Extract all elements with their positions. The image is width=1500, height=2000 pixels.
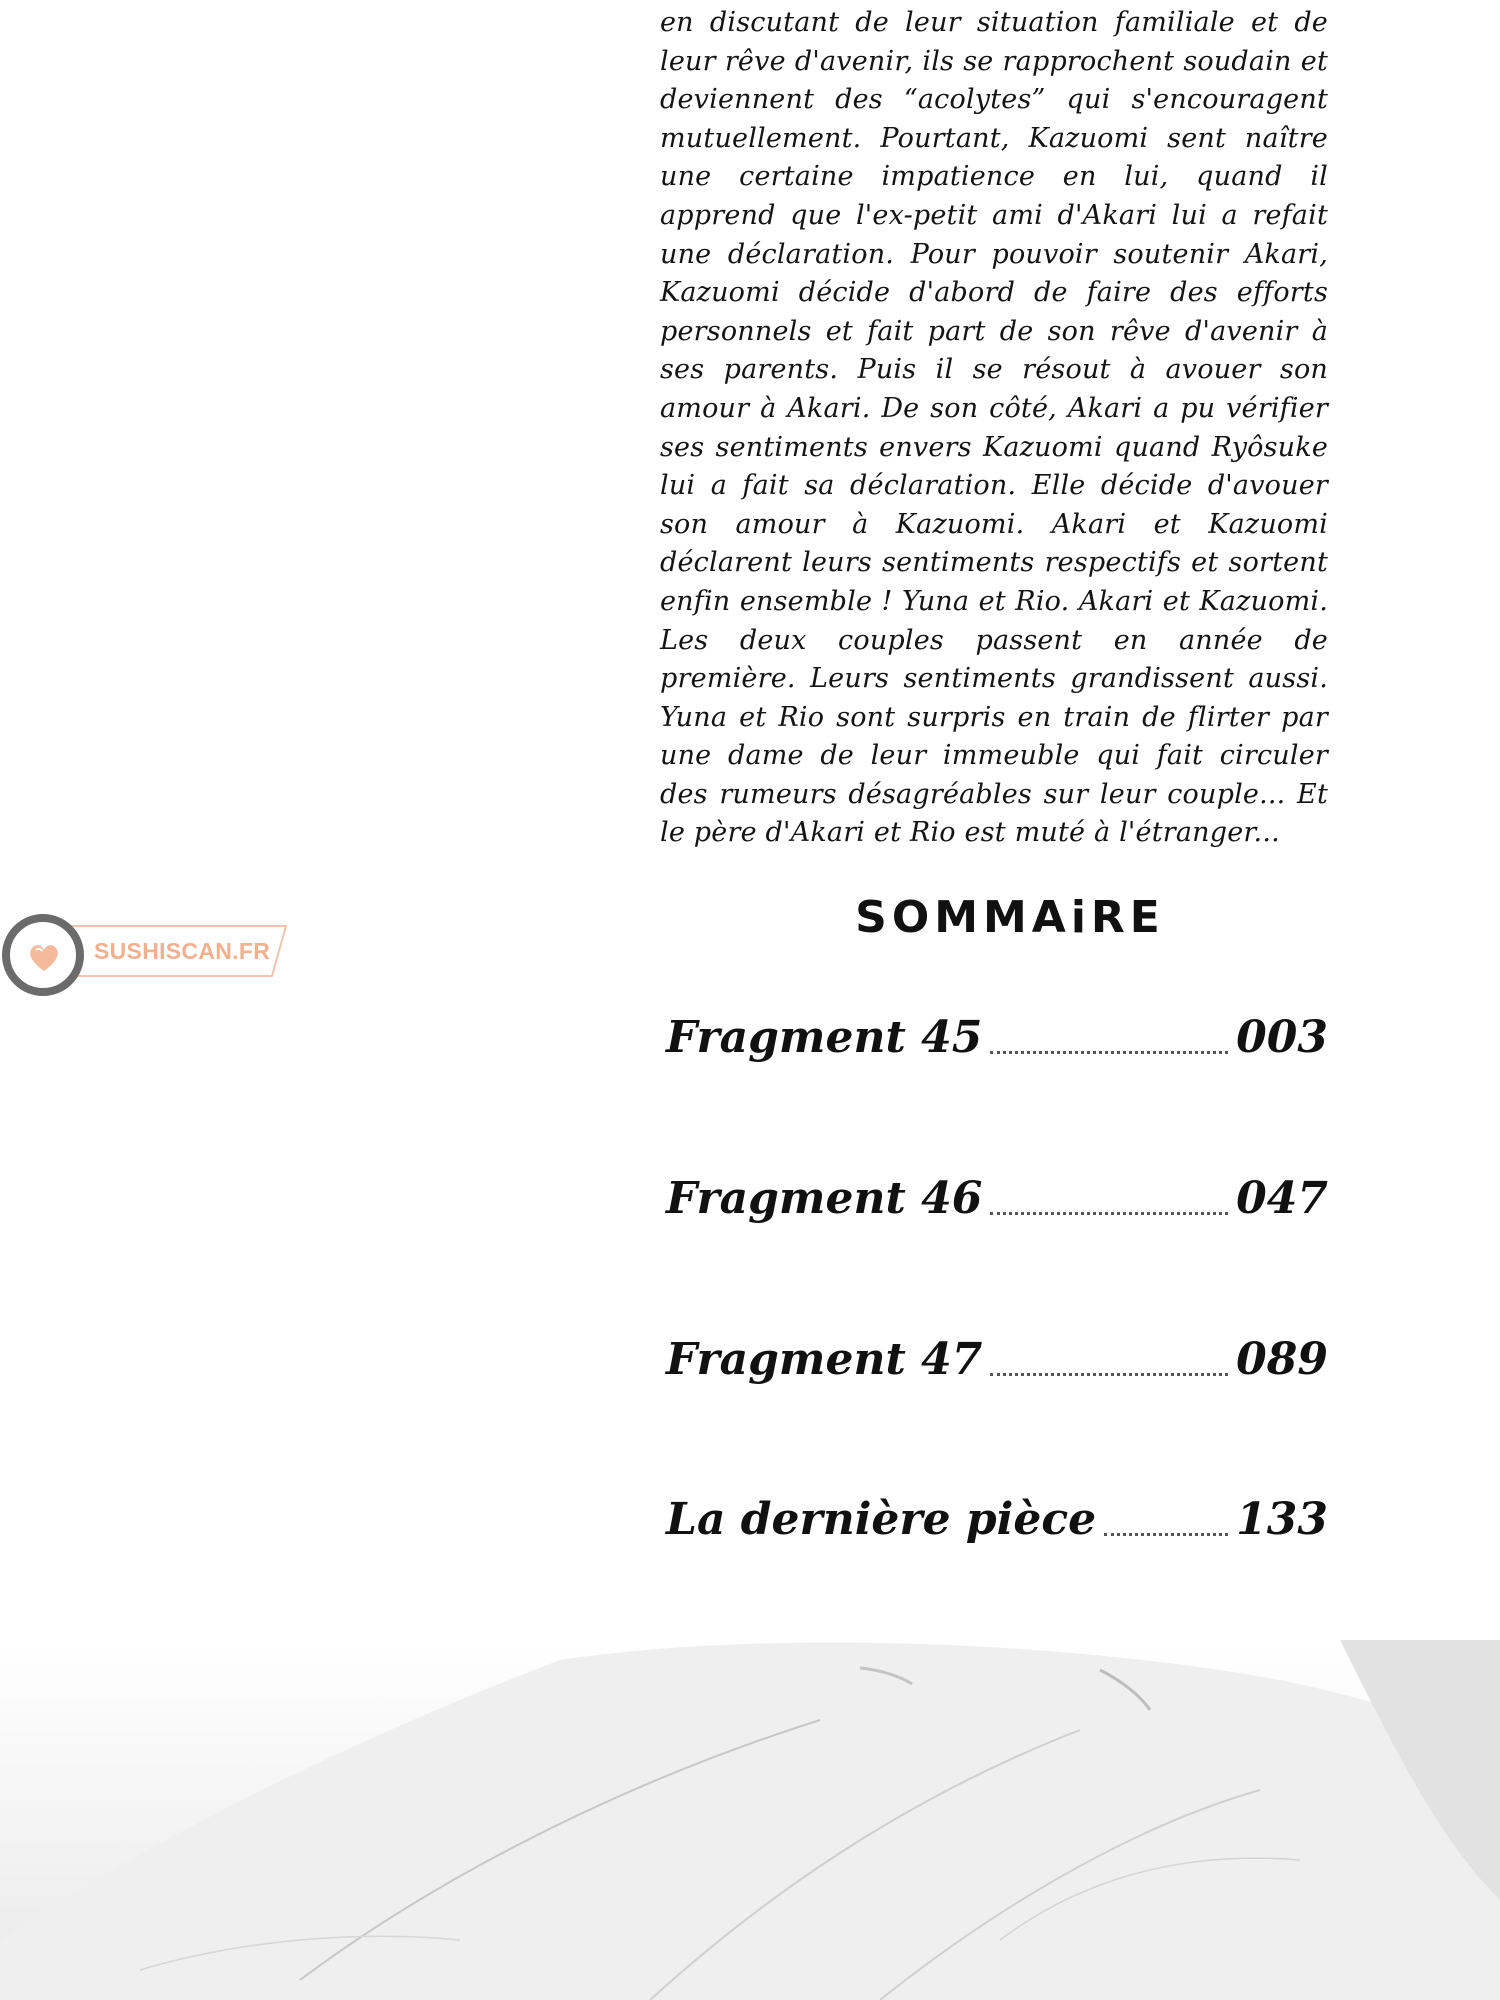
watermark-badge — [0, 910, 300, 994]
toc-entry — [666, 1486, 1328, 1546]
decorative-sketch-illustration — [0, 1640, 1500, 2000]
toc-leader-dots — [990, 1050, 1228, 1054]
toc-entry — [666, 1165, 1328, 1225]
toc-leader-dots — [990, 1211, 1228, 1215]
toc-entry-title: Fragment 45 — [666, 1012, 983, 1063]
toc-entry-title: Fragment 47 — [666, 1334, 983, 1385]
toc-heading: SOMMAiRE — [855, 892, 1165, 943]
toc-entry-page: 047 — [1236, 1173, 1328, 1224]
toc-entry-title: Fragment 46 — [666, 1173, 983, 1224]
synopsis-paragraph: en discutant de leur situation familiale et de leur rêve d'avenir, ils se rapprochent soudain et deviennent des “acolytes” qui s'encouragent mutuellement. Pourtant, Kazuomi sent naître une certaine impatience en lui, quand il apprend que l'ex-petit ami d'Akari lui a refait une déclaration. Pour pouvoir soutenir Akari, Kazuomi décide d'abord de faire des efforts personnels et fait part de son rêve d'avenir à ses parents. Puis il se résout à avouer son amour à Akari. De son côté, Akari a pu vérifier ses sentiments envers Kazuomi quand Ryôsuke lui a fait sa déclaration. Elle décide d'avouer son amour à Kazuomi. Akari et Kazuomi déclarent leurs sentiments respectifs et sortent enfin ensemble ! Yuna et Rio. Akari et Kazuomi. Les deux couples passent en année de première. Leurs sentiments grandissent aussi. Yuna et Rio sont surpris en train de flirter par une dame de leur immeuble qui fait circuler des rumeurs désagréables sur leur couple... Et le père d'Akari et Rio est muté à l'étranger... — [660, 7, 1328, 849]
toc-entry — [666, 1004, 1328, 1064]
toc-entry-page: 003 — [1236, 1012, 1328, 1063]
watermark-text: SUSHISCAN.FR — [94, 938, 271, 964]
watermark-logo-ring — [2, 914, 84, 996]
toc-leader-dots — [990, 1372, 1228, 1376]
toc-entry-page: 133 — [1236, 1494, 1328, 1545]
toc-entry — [666, 1326, 1328, 1386]
toc-entry-page: 089 — [1236, 1334, 1328, 1385]
heart-icon — [24, 937, 64, 977]
toc-entry-title: La dernière pièce — [666, 1494, 1097, 1545]
toc-leader-dots — [1104, 1532, 1228, 1536]
